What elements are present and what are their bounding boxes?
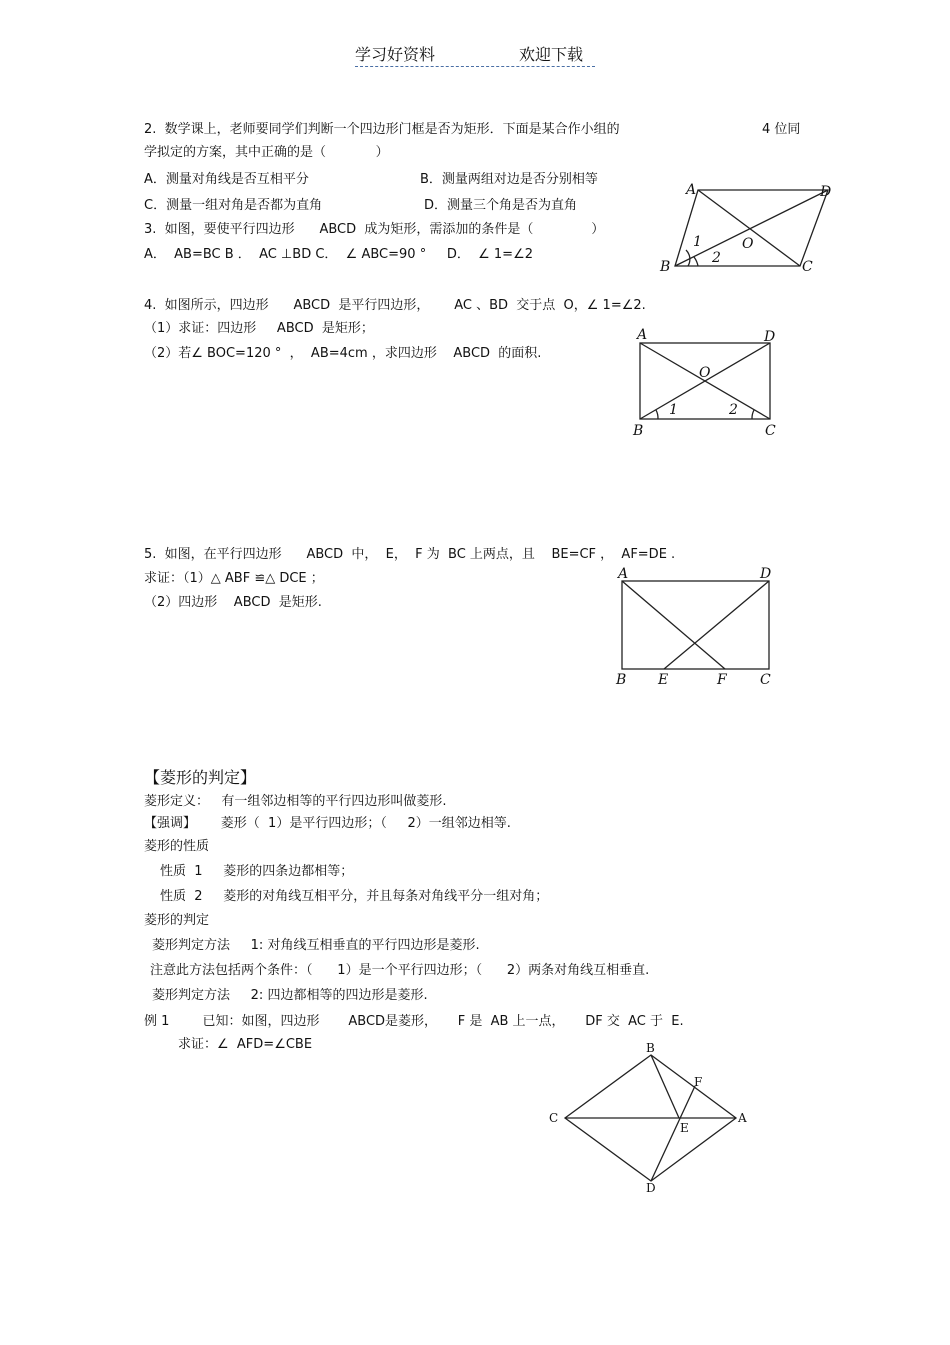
header-left: 学习好资料 — [355, 45, 436, 64]
q3-line1: 3. 如图，要使平行四边形 ABCD 成为矩形，需添加的条件是（ ） — [144, 222, 605, 237]
rhombus-method-1: 菱形判定方法 1: 对角线互相垂直的平行四边形是菱形. — [152, 938, 480, 953]
label-d: D — [764, 329, 776, 345]
label-b: B — [633, 423, 644, 439]
label-o: O — [699, 365, 711, 381]
example-1: 例 1 已知：如图，四边形 ABCD是菱形， F 是 AB 上一点， DF 交 AC 于 E. — [144, 1014, 684, 1029]
q2-line1: 2. 数学课上，老师要同学们判断一个四边形门框是否为矩形．下面是某合作小组的 — [144, 122, 620, 137]
rhombus-definition: 菱形定义： 有一组邻边相等的平行四边形叫做菱形. — [144, 794, 447, 809]
label-c: C — [802, 259, 813, 275]
rhombus-property-2: 性质 2 菱形的对角线互相平分，并且每条对角线平分一组对角； — [160, 889, 549, 904]
label-2: 2 — [712, 250, 721, 266]
q5-line2: 求证：（1）△ ABF ≌△ DCE ； — [144, 571, 324, 586]
label-d: D — [820, 184, 832, 200]
label-d: D — [760, 566, 772, 582]
header-right: 欢迎下载 — [519, 45, 584, 64]
rectangle-figure-q4 — [625, 325, 785, 440]
q2-option-b: B．测量两组对边是否分别相等 — [420, 172, 598, 187]
angle-2-arc — [694, 257, 698, 266]
label-e: E — [658, 672, 669, 688]
label-1: 1 — [669, 402, 678, 418]
label-f: F — [717, 672, 727, 688]
rhombus-emphasis: 【强调】 菱形（ 1）是平行四边形；（ 2）一组邻边相等. — [144, 816, 511, 831]
label-a: A — [738, 1111, 747, 1125]
section-title: 【菱形的判定】 — [144, 768, 257, 787]
q4-line1: 4. 如图所示，四边形 ABCD 是平行四边形， AC 、BD 交于点 O，∠ 1=∠2. — [144, 298, 646, 313]
q5-line3: （2）四边形 ABCD 是矩形. — [144, 595, 322, 610]
q3-options: A． AB=BC B ． AC ⊥BD C． ∠ ABC=90 ° D． ∠ 1=∠2 — [144, 247, 534, 262]
label-c: C — [765, 423, 776, 439]
label-c: C — [549, 1111, 559, 1125]
label-a: A — [686, 182, 697, 198]
label-o: O — [742, 236, 754, 252]
rhombus-note: 注意此方法包括两个条件：（ 1）是一个平行四边形；（ 2）两条对角线互相垂直. — [150, 963, 650, 978]
label-b: B — [616, 672, 627, 688]
label-e: E — [680, 1121, 689, 1135]
rectangle-figure-q5 — [610, 562, 785, 692]
q2-option-c: C．测量一组对角是否都为直角 — [144, 198, 323, 213]
rhombus-method-2: 菱形判定方法 2: 四边都相等的四边形是菱形. — [152, 988, 428, 1003]
rhombus-properties-title: 菱形的性质 — [144, 839, 210, 854]
segment-af — [622, 581, 725, 669]
diagonal-bd — [675, 190, 828, 266]
q4-line2: （1）求证：四边形 ABCD 是矩形； — [144, 321, 374, 336]
q5-line1: 5. 如图，在平行四边形 ABCD 中， E， F 为 BC 上两点，且 BE=CF ， AF=DE . — [144, 547, 676, 562]
page-header — [355, 42, 595, 67]
segment-de — [664, 581, 769, 669]
label-2: 2 — [729, 402, 738, 418]
label-b: B — [646, 1041, 655, 1055]
example-1-prove: 求证：∠ AFD=∠CBE — [178, 1037, 313, 1052]
rhombus-property-1: 性质 1 菱形的四条边都相等； — [160, 864, 354, 879]
label-a: A — [618, 566, 629, 582]
label-a: A — [637, 327, 648, 343]
parallelogram-figure — [650, 178, 840, 278]
q2-line1-end: 4 位同 — [762, 122, 801, 137]
segment-be — [651, 1055, 679, 1118]
rhombus-figure — [540, 1038, 760, 1198]
label-b: B — [660, 259, 671, 275]
q2-option-d: D．测量三个角是否为直角 — [424, 198, 578, 213]
angle-2-arc — [752, 410, 754, 419]
rectangle-outline — [622, 581, 769, 669]
label-c: C — [760, 672, 771, 688]
label-1: 1 — [693, 234, 702, 250]
q2-line2: 学拟定的方案，其中正确的是（ ） — [144, 145, 389, 160]
label-d: D — [646, 1181, 656, 1195]
rhombus-judgement-title: 菱形的判定 — [144, 913, 210, 928]
angle-1-arc — [686, 250, 690, 266]
q2-option-a: A．测量对角线是否互相平分 — [144, 172, 309, 187]
label-f: F — [694, 1075, 703, 1089]
angle-1-arc — [656, 410, 658, 419]
q4-line3: （2）若∠ BOC=120 ° ， AB=4cm ，求四边形 ABCD 的面积. — [144, 346, 542, 361]
